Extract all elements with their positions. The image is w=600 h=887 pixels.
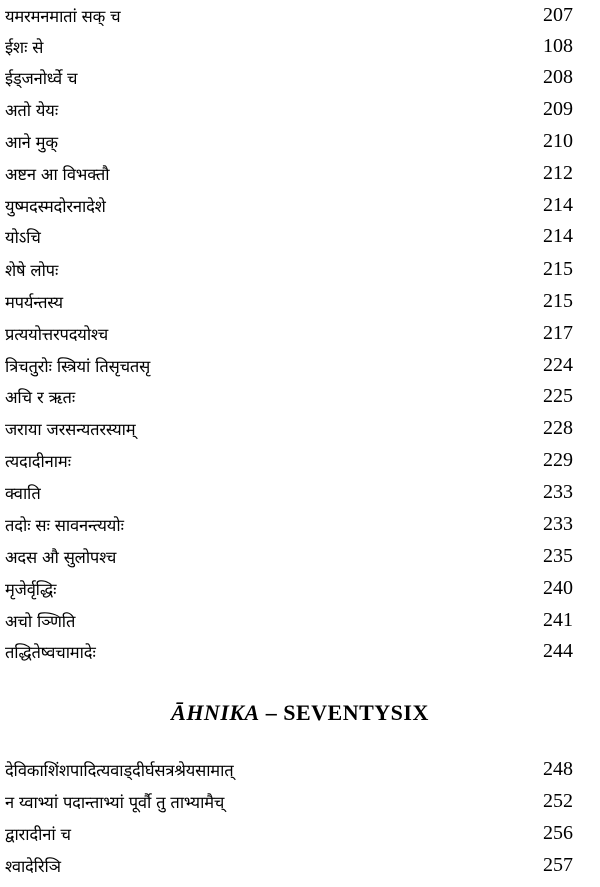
- page-number: 256: [543, 821, 573, 844]
- page-number: 210: [543, 129, 573, 152]
- heading-ahnika: ĀHNIKA: [171, 700, 260, 725]
- toc-entry: [5, 31, 573, 61]
- page-number: 212: [543, 161, 573, 184]
- page-number: 235: [543, 544, 573, 567]
- toc-entry: [5, 350, 573, 380]
- page-number: 208: [543, 65, 573, 88]
- toc-entry: [5, 158, 573, 188]
- sutra-title: योऽचि: [5, 227, 41, 247]
- page-number: 233: [543, 480, 573, 503]
- sutra-title: ईशः से: [5, 37, 44, 57]
- page-number: 215: [543, 257, 573, 280]
- sutra-title: अदस औ सुलोपश्च: [5, 547, 117, 567]
- toc-entry: [5, 573, 573, 603]
- section-heading: [0, 700, 600, 726]
- toc-entry: [5, 786, 573, 816]
- toc-entry: [5, 221, 573, 251]
- toc-entry: [5, 126, 573, 156]
- sutra-title: देविकाशिंशपादित्यवाड्दीर्घसत्रश्रेयसामात्: [5, 760, 234, 780]
- page-number: 215: [543, 289, 573, 312]
- toc-entry: [5, 413, 573, 443]
- page-number: 257: [543, 853, 573, 876]
- sutra-title: तद्धितेष्वचामादेः: [5, 642, 96, 662]
- sutra-title: यमरमनमातां सक् च: [5, 6, 121, 26]
- page-number: 233: [543, 512, 573, 535]
- page-number: 214: [543, 224, 573, 247]
- page-number: 240: [543, 576, 573, 599]
- sutra-title: अचि र ऋतः: [5, 387, 76, 407]
- toc-entry: [5, 477, 573, 507]
- sutra-title: श्वादेरिञि: [5, 856, 61, 876]
- sutra-title: अतो येयः: [5, 100, 59, 120]
- sutra-title: त्यदादीनामः: [5, 451, 71, 471]
- toc-entry: [5, 286, 573, 316]
- page-number: 207: [543, 3, 573, 26]
- sutra-title: ईड्जनोर्ध्वे च: [5, 68, 78, 88]
- sutra-title: आने मुक्: [5, 132, 58, 152]
- page-number: 224: [543, 353, 573, 376]
- toc-entry: [5, 254, 573, 284]
- toc-entry: [5, 62, 573, 92]
- page-number: 229: [543, 448, 573, 471]
- page-number: 217: [543, 321, 573, 344]
- toc-entry: [5, 318, 573, 348]
- page-number: 108: [543, 34, 573, 57]
- page-number: 228: [543, 416, 573, 439]
- toc-entry: [5, 0, 573, 30]
- page-number: 241: [543, 608, 573, 631]
- toc-entry: [5, 541, 573, 571]
- sutra-title: न य्वाभ्यां पदान्ताभ्यां पूर्वौ तु ताभ्यामैच्: [5, 792, 225, 812]
- sutra-title: जराया जरसन्यतरस्याम्: [5, 419, 136, 439]
- toc-entry: [5, 754, 573, 784]
- toc-entry: [5, 190, 573, 220]
- heading-number: – SEVENTYSIX: [259, 700, 429, 725]
- page-number: 244: [543, 639, 573, 662]
- toc-entry: [5, 636, 573, 666]
- sutra-title: अष्टन आ विभक्तौ: [5, 164, 110, 184]
- toc-entry: [5, 445, 573, 475]
- sutra-title: युष्मदस्मदोरनादेशे: [5, 196, 106, 216]
- page-number: 248: [543, 757, 573, 780]
- sutra-title: त्रिचतुरोः स्त्रियां तिसृचतसृ: [5, 356, 151, 376]
- toc-entry: [5, 94, 573, 124]
- sutra-title: अचो ञ्णिति: [5, 611, 76, 631]
- page-number: 214: [543, 193, 573, 216]
- toc-entry: [5, 605, 573, 635]
- toc-entry: [5, 850, 573, 880]
- sutra-title: क्वाति: [5, 483, 41, 503]
- sutra-title: तदोः सः सावनन्त्ययोः: [5, 515, 124, 535]
- sutra-title: मपर्यन्तस्य: [5, 292, 63, 312]
- page-number: 209: [543, 97, 573, 120]
- page-number: 225: [543, 384, 573, 407]
- sutra-title: मृजेर्वृद्धिः: [5, 579, 57, 599]
- sutra-title: शेषे लोपः: [5, 260, 59, 280]
- toc-entry: [5, 509, 573, 539]
- toc-entry: [5, 818, 573, 848]
- page-number: 252: [543, 789, 573, 812]
- toc-entry: [5, 381, 573, 411]
- sutra-title: प्रत्ययोत्तरपदयोश्च: [5, 324, 109, 344]
- sutra-title: द्वारादीनां च: [5, 824, 71, 844]
